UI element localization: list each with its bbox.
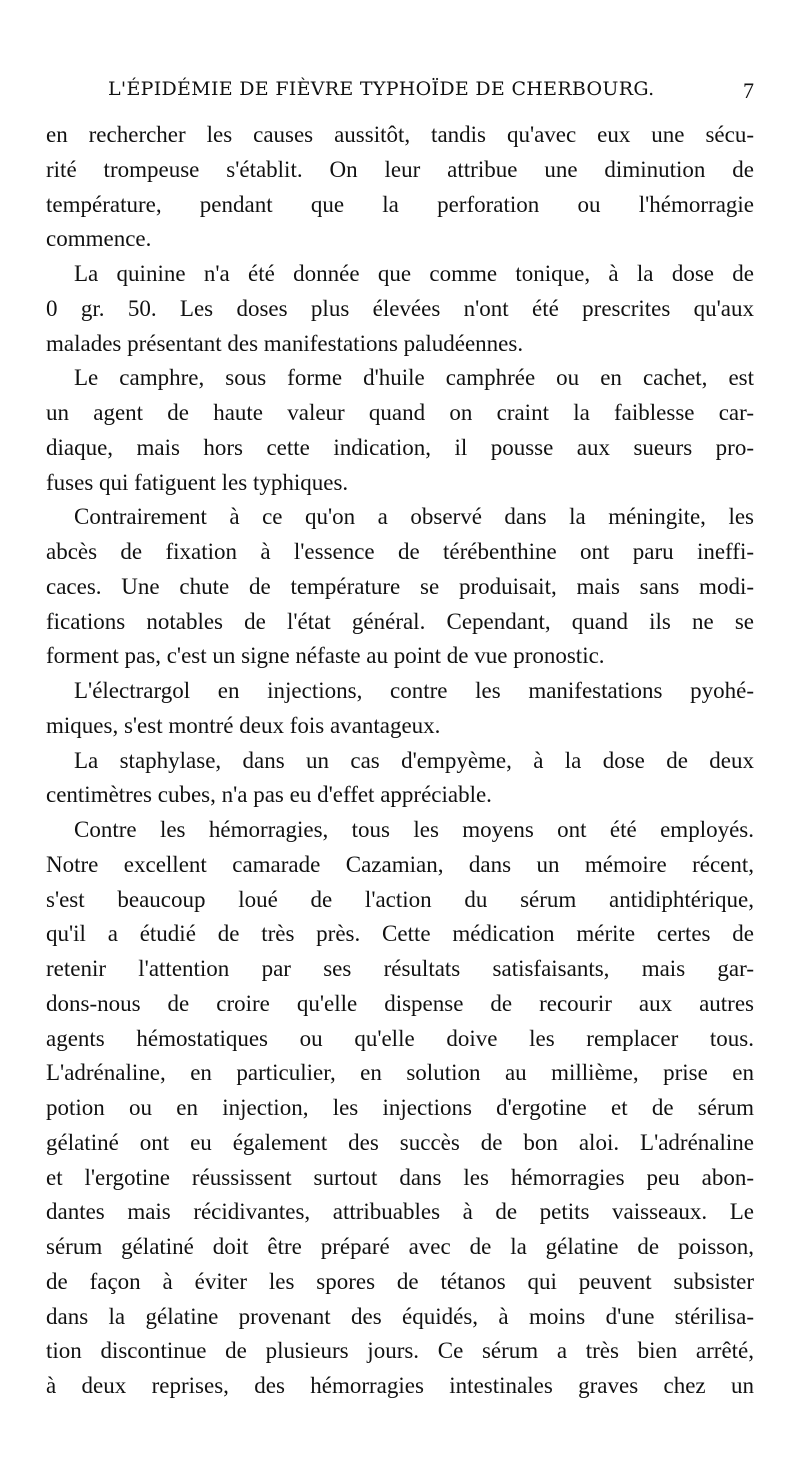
- text-line: commence.: [46, 226, 152, 252]
- text-line: température, pendant que la perforation ou l'hémorragie: [46, 191, 754, 217]
- text-line: en rechercher les causes aussitôt, tandis qu'avec eux une sécu-: [46, 122, 754, 147]
- text-line: Notre excellent camarade Cazamian, dans un mémoire récent,: [46, 851, 754, 877]
- text-line: dans la gélatine provenant des équidés, à moins d'une stérilisa-: [46, 1303, 754, 1329]
- text-line: fuses qui fatiguent les typhiques.: [46, 469, 349, 495]
- text-line: tion discontinue de plusieurs jours. Ce sérum a très bien arrêté,: [46, 1338, 754, 1364]
- text-line: L'électrargol en injections, contre les manifestations pyohé-: [74, 678, 754, 703]
- text-line: 0 gr. 50. Les doses plus élevées n'ont été prescrites qu'aux: [46, 295, 754, 321]
- text-line: dantes mais récidivantes, attribuables à de petits vaisseaux. Le: [46, 1199, 754, 1225]
- text-line: à deux reprises, des hémorragies intestinales graves chez un: [46, 1373, 754, 1398]
- text-line: Contrairement à ce qu'on a observé dans la méningite, les: [74, 504, 754, 530]
- text-line: forment pas, c'est un signe néfaste au point de vue pronostic.: [46, 643, 605, 669]
- text-line: centimètres cubes, n'a pas eu d'effet appréciable.: [46, 782, 492, 808]
- text-line: La staphylase, dans un cas d'empyème, à la dose de deux: [74, 747, 754, 773]
- text-line: dons-nous de croire qu'elle dispense de recourir aux autres: [46, 990, 754, 1016]
- text-line: de façon à éviter les spores de tétanos qui peuvent subsister: [46, 1268, 754, 1294]
- running-header: [46, 78, 754, 108]
- text-line: sérum gélatiné doit être préparé avec de la gélatine de poisson,: [46, 1234, 754, 1259]
- text-line: Contre les hémorragies, tous les moyens ont été employés.: [74, 817, 754, 842]
- text-line: diaque, mais hors cette indication, il pousse aux sueurs pro-: [46, 434, 754, 460]
- text-line: La quinine n'a été donnée que comme tonique, à la dose de: [74, 261, 754, 286]
- text-line: s'est beaucoup loué de l'action du sérum antidiphtérique,: [46, 886, 754, 912]
- text-line: retenir l'attention par ses résultats satisfaisants, mais gar-: [46, 956, 754, 981]
- page-number: 7: [743, 78, 754, 103]
- text-line: abcès de fixation à l'essence de térébenthine ont paru ineffi-: [46, 539, 754, 564]
- text-line: qu'il a étudié de très près. Cette médication mérite certes de: [46, 921, 754, 947]
- text-line: gélatiné ont eu également des succès de bon aloi. L'adrénaline: [46, 1129, 754, 1155]
- text-line: et l'ergotine réussissent surtout dans les hémorragies peu abon-: [46, 1164, 754, 1190]
- text-line: Le camphre, sous forme d'huile camphrée ou en cachet, est: [74, 365, 754, 391]
- text-line: un agent de haute valeur quand on craint la faiblesse car-: [46, 400, 754, 425]
- body-text: [46, 118, 754, 1404]
- text-line: caces. Une chute de température se produisait, mais sans modi-: [46, 573, 754, 599]
- text-line: miques, s'est montré deux fois avantageux.: [46, 712, 441, 738]
- text-line: rité trompeuse s'établit. On leur attribue une diminution de: [46, 156, 754, 182]
- text-line: L'adrénaline, en particulier, en solution au millième, prise en: [46, 1060, 754, 1086]
- text-line: fications notables de l'état général. Cependant, quand ils ne se: [46, 608, 754, 634]
- text-line: agents hémostatiques ou qu'elle doive les remplacer tous.: [46, 1025, 754, 1051]
- text-line: potion ou en injection, les injections d'ergotine et de sérum: [46, 1095, 754, 1120]
- text-line: malades présentant des manifestations paludéennes.: [46, 330, 524, 356]
- running-title: L'ÉPIDÉMIE DE FIÈVRE TYPHOÏDE DE CHERBOURG.: [108, 78, 655, 100]
